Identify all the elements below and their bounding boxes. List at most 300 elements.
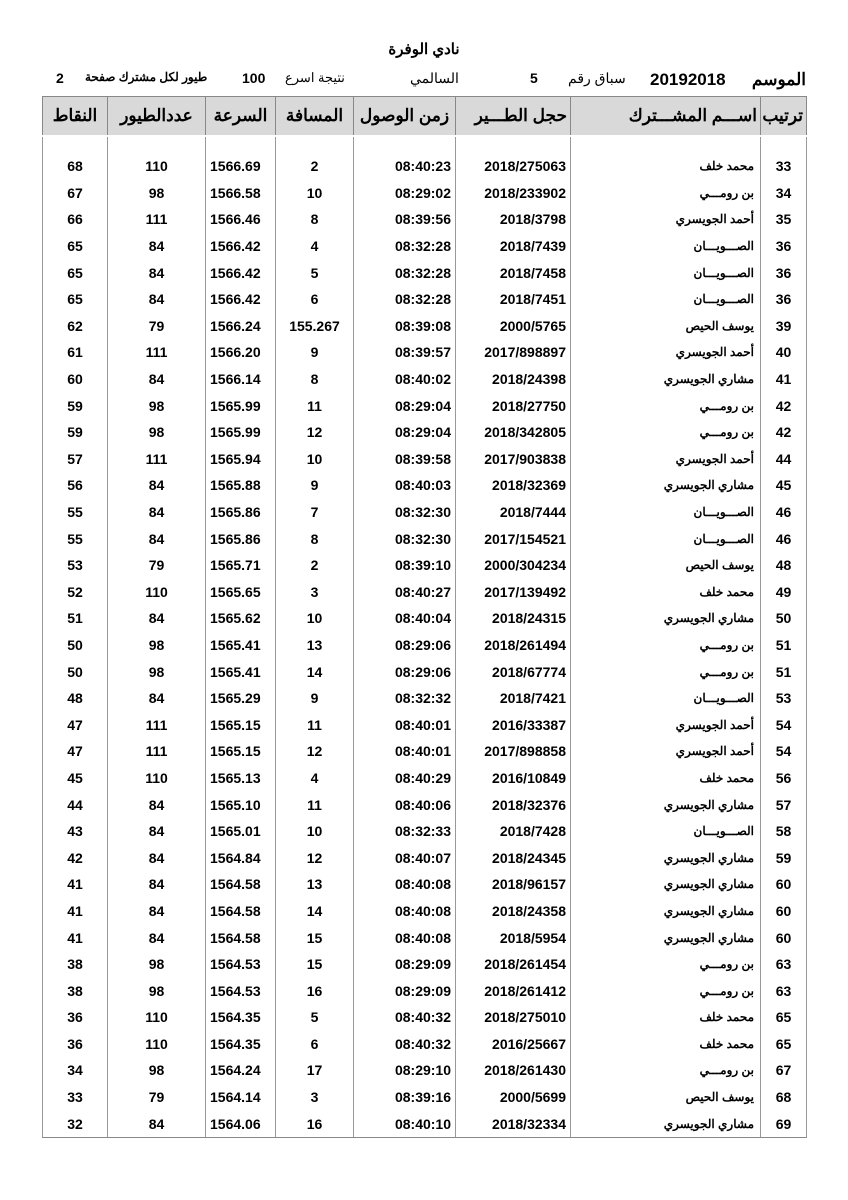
cell-distance: 2 xyxy=(276,552,354,579)
cell-name: يوسف الحيص xyxy=(571,552,761,579)
table-row xyxy=(43,1057,807,1084)
table-row xyxy=(43,685,807,712)
cell-points: 48 xyxy=(43,685,108,712)
cell-points: 33 xyxy=(43,1084,108,1111)
cell-name: يوسف الحيص xyxy=(571,1084,761,1111)
page-number: 2 xyxy=(56,70,64,86)
cell-distance: 11 xyxy=(276,711,354,738)
cell-distance: 4 xyxy=(276,765,354,792)
cell-ring: 2018/5954 xyxy=(456,924,571,951)
cell-ring: 2017/139492 xyxy=(456,579,571,606)
cell-ring: 2000/5699 xyxy=(456,1084,571,1111)
cell-distance: 3 xyxy=(276,1084,354,1111)
header-row xyxy=(43,97,807,137)
cell-time: 08:32:32 xyxy=(354,685,456,712)
table-row xyxy=(43,738,807,765)
cell-speed: 1565.94 xyxy=(206,446,276,473)
cell-rank: 68 xyxy=(761,1084,807,1111)
cell-name: أحمد الجويسري xyxy=(571,339,761,366)
cell-speed: 1566.14 xyxy=(206,366,276,393)
table-row xyxy=(43,871,807,898)
cell-time: 08:40:04 xyxy=(354,605,456,632)
cell-speed: 1566.42 xyxy=(206,286,276,313)
cell-ring: 2018/261430 xyxy=(456,1057,571,1084)
cell-distance: 12 xyxy=(276,419,354,446)
cell-points: 42 xyxy=(43,844,108,871)
cell-speed: 1565.15 xyxy=(206,711,276,738)
cell-rank: 39 xyxy=(761,313,807,340)
cell-rank: 54 xyxy=(761,711,807,738)
cell-ring: 2017/898897 xyxy=(456,339,571,366)
cell-ring: 2017/898858 xyxy=(456,738,571,765)
table-row xyxy=(43,313,807,340)
cell-rank: 69 xyxy=(761,1110,807,1137)
cell-ring: 2018/3798 xyxy=(456,206,571,233)
cell-time: 08:32:28 xyxy=(354,286,456,313)
cell-birds: 84 xyxy=(108,286,206,313)
cell-ring: 2018/261412 xyxy=(456,977,571,1004)
cell-rank: 49 xyxy=(761,579,807,606)
cell-points: 62 xyxy=(43,313,108,340)
table-row xyxy=(43,259,807,286)
cell-distance: 8 xyxy=(276,525,354,552)
cell-distance: 6 xyxy=(276,1031,354,1058)
cell-points: 55 xyxy=(43,499,108,526)
cell-ring: 2018/233902 xyxy=(456,180,571,207)
table-row xyxy=(43,180,807,207)
table-row xyxy=(43,1084,807,1111)
cell-distance: 9 xyxy=(276,339,354,366)
cell-birds: 111 xyxy=(108,738,206,765)
cell-distance: 10 xyxy=(276,818,354,845)
cell-birds: 84 xyxy=(108,1110,206,1137)
cell-speed: 1565.41 xyxy=(206,632,276,659)
cell-ring: 2000/304234 xyxy=(456,552,571,579)
cell-rank: 58 xyxy=(761,818,807,845)
cell-ring: 2018/7428 xyxy=(456,818,571,845)
cell-speed: 1565.99 xyxy=(206,392,276,419)
cell-name: بن رومـــي xyxy=(571,419,761,446)
col-ring: حجل الطـــير xyxy=(456,97,571,137)
cell-birds: 110 xyxy=(108,1004,206,1031)
cell-speed: 1565.65 xyxy=(206,579,276,606)
cell-birds: 110 xyxy=(108,579,206,606)
cell-ring: 2017/903838 xyxy=(456,446,571,473)
cell-rank: 57 xyxy=(761,791,807,818)
cell-speed: 1564.53 xyxy=(206,951,276,978)
cell-distance: 12 xyxy=(276,844,354,871)
cell-name: مشاري الجويسري xyxy=(571,898,761,925)
cell-time: 08:40:03 xyxy=(354,472,456,499)
cell-distance: 13 xyxy=(276,632,354,659)
cell-birds: 111 xyxy=(108,446,206,473)
birds-label: طيور لكل مشترك صفحة xyxy=(85,70,208,84)
cell-time: 08:40:29 xyxy=(354,765,456,792)
table-row xyxy=(43,765,807,792)
cell-birds: 84 xyxy=(108,871,206,898)
cell-speed: 1565.71 xyxy=(206,552,276,579)
cell-name: محمد خلف xyxy=(571,153,761,180)
cell-distance: 6 xyxy=(276,286,354,313)
cell-distance: 2 xyxy=(276,153,354,180)
cell-birds: 98 xyxy=(108,658,206,685)
cell-distance: 5 xyxy=(276,259,354,286)
cell-speed: 1565.13 xyxy=(206,765,276,792)
table-row xyxy=(43,898,807,925)
cell-ring: 2018/27750 xyxy=(456,392,571,419)
cell-rank: 59 xyxy=(761,844,807,871)
cell-time: 08:40:01 xyxy=(354,711,456,738)
cell-birds: 84 xyxy=(108,818,206,845)
cell-ring: 2018/261454 xyxy=(456,951,571,978)
cell-name: مشاري الجويسري xyxy=(571,1110,761,1137)
cell-speed: 1566.20 xyxy=(206,339,276,366)
cell-ring: 2018/7451 xyxy=(456,286,571,313)
cell-name: الصـــويـــان xyxy=(571,259,761,286)
cell-time: 08:32:33 xyxy=(354,818,456,845)
col-birds: عددالطيور xyxy=(108,97,206,137)
table-row xyxy=(43,233,807,260)
cell-birds: 110 xyxy=(108,765,206,792)
cell-ring: 2018/32376 xyxy=(456,791,571,818)
cell-name: بن رومـــي xyxy=(571,951,761,978)
cell-time: 08:40:02 xyxy=(354,366,456,393)
cell-birds: 111 xyxy=(108,206,206,233)
cell-name: أحمد الجويسري xyxy=(571,446,761,473)
table-row xyxy=(43,525,807,552)
cell-time: 08:40:06 xyxy=(354,791,456,818)
cell-distance: 17 xyxy=(276,1057,354,1084)
table-row xyxy=(43,924,807,951)
cell-points: 45 xyxy=(43,765,108,792)
cell-rank: 42 xyxy=(761,392,807,419)
cell-time: 08:32:28 xyxy=(354,233,456,260)
cell-name: محمد خلف xyxy=(571,1004,761,1031)
cell-ring: 2016/10849 xyxy=(456,765,571,792)
cell-rank: 67 xyxy=(761,1057,807,1084)
result-label: نتيجة اسرع xyxy=(285,70,345,85)
cell-rank: 45 xyxy=(761,472,807,499)
cell-points: 66 xyxy=(43,206,108,233)
cell-speed: 1565.29 xyxy=(206,685,276,712)
cell-distance: 10 xyxy=(276,180,354,207)
cell-time: 08:29:04 xyxy=(354,419,456,446)
cell-ring: 2016/25667 xyxy=(456,1031,571,1058)
col-rank: ترتيب xyxy=(761,97,807,137)
cell-rank: 44 xyxy=(761,446,807,473)
cell-ring: 2018/32369 xyxy=(456,472,571,499)
col-speed: السرعة xyxy=(206,97,276,137)
col-time: زمن الوصول xyxy=(354,97,456,137)
season-label: الموسم xyxy=(751,70,806,89)
cell-birds: 84 xyxy=(108,605,206,632)
cell-rank: 65 xyxy=(761,1004,807,1031)
cell-name: مشاري الجويسري xyxy=(571,366,761,393)
table-row xyxy=(43,844,807,871)
cell-speed: 1565.86 xyxy=(206,525,276,552)
cell-points: 36 xyxy=(43,1004,108,1031)
cell-name: الصـــويـــان xyxy=(571,233,761,260)
cell-speed: 1566.58 xyxy=(206,180,276,207)
cell-speed: 1564.35 xyxy=(206,1004,276,1031)
cell-ring: 2018/7439 xyxy=(456,233,571,260)
cell-distance: 16 xyxy=(276,977,354,1004)
results-table xyxy=(42,96,807,1138)
table-row xyxy=(43,552,807,579)
cell-time: 08:39:08 xyxy=(354,313,456,340)
cell-time: 08:40:08 xyxy=(354,898,456,925)
cell-ring: 2018/7444 xyxy=(456,499,571,526)
cell-ring: 2018/342805 xyxy=(456,419,571,446)
table-row xyxy=(43,658,807,685)
cell-speed: 1565.15 xyxy=(206,738,276,765)
cell-birds: 84 xyxy=(108,233,206,260)
cell-speed: 1564.06 xyxy=(206,1110,276,1137)
cell-rank: 63 xyxy=(761,977,807,1004)
cell-name: بن رومـــي xyxy=(571,658,761,685)
cell-points: 38 xyxy=(43,951,108,978)
cell-time: 08:40:08 xyxy=(354,924,456,951)
table-row xyxy=(43,1004,807,1031)
cell-distance: 12 xyxy=(276,738,354,765)
cell-time: 08:39:57 xyxy=(354,339,456,366)
cell-birds: 98 xyxy=(108,180,206,207)
cell-rank: 41 xyxy=(761,366,807,393)
cell-name: مشاري الجويسري xyxy=(571,605,761,632)
cell-name: يوسف الحيص xyxy=(571,313,761,340)
cell-speed: 1565.62 xyxy=(206,605,276,632)
race-number: 5 xyxy=(530,70,538,86)
cell-ring: 2018/24358 xyxy=(456,898,571,925)
cell-rank: 40 xyxy=(761,339,807,366)
cell-birds: 84 xyxy=(108,791,206,818)
cell-name: أحمد الجويسري xyxy=(571,206,761,233)
cell-time: 08:32:30 xyxy=(354,525,456,552)
cell-points: 65 xyxy=(43,233,108,260)
table-row xyxy=(43,366,807,393)
cell-speed: 1565.88 xyxy=(206,472,276,499)
cell-rank: 63 xyxy=(761,951,807,978)
cell-points: 47 xyxy=(43,738,108,765)
cell-name: بن رومـــي xyxy=(571,392,761,419)
table-row xyxy=(43,977,807,1004)
cell-speed: 1564.53 xyxy=(206,977,276,1004)
cell-birds: 98 xyxy=(108,977,206,1004)
cell-name: بن رومـــي xyxy=(571,977,761,1004)
cell-points: 51 xyxy=(43,605,108,632)
cell-birds: 84 xyxy=(108,924,206,951)
cell-speed: 1565.41 xyxy=(206,658,276,685)
cell-distance: 155.267 xyxy=(276,313,354,340)
cell-time: 08:40:08 xyxy=(354,871,456,898)
cell-time: 08:40:07 xyxy=(354,844,456,871)
cell-ring: 2018/261494 xyxy=(456,632,571,659)
cell-time: 08:29:09 xyxy=(354,977,456,1004)
table-row xyxy=(43,951,807,978)
cell-birds: 98 xyxy=(108,392,206,419)
cell-birds: 84 xyxy=(108,259,206,286)
cell-speed: 1566.42 xyxy=(206,259,276,286)
cell-distance: 7 xyxy=(276,499,354,526)
cell-birds: 79 xyxy=(108,1084,206,1111)
cell-ring: 2018/24345 xyxy=(456,844,571,871)
cell-birds: 110 xyxy=(108,1031,206,1058)
cell-distance: 11 xyxy=(276,392,354,419)
cell-name: بن رومـــي xyxy=(571,1057,761,1084)
cell-ring: 2016/33387 xyxy=(456,711,571,738)
cell-distance: 15 xyxy=(276,951,354,978)
cell-rank: 60 xyxy=(761,898,807,925)
cell-name: مشاري الجويسري xyxy=(571,924,761,951)
table-row xyxy=(43,153,807,180)
cell-points: 34 xyxy=(43,1057,108,1084)
table-row xyxy=(43,1110,807,1137)
cell-time: 08:29:10 xyxy=(354,1057,456,1084)
cell-name: أحمد الجويسري xyxy=(571,711,761,738)
cell-name: مشاري الجويسري xyxy=(571,791,761,818)
cell-ring: 2018/24398 xyxy=(456,366,571,393)
cell-speed: 1566.46 xyxy=(206,206,276,233)
cell-name: مشاري الجويسري xyxy=(571,844,761,871)
cell-time: 08:40:10 xyxy=(354,1110,456,1137)
cell-rank: 54 xyxy=(761,738,807,765)
table-row xyxy=(43,339,807,366)
cell-birds: 79 xyxy=(108,552,206,579)
cell-name: أحمد الجويسري xyxy=(571,738,761,765)
club-title: نادي الوفرة xyxy=(388,41,460,58)
cell-points: 43 xyxy=(43,818,108,845)
table-row xyxy=(43,632,807,659)
cell-points: 41 xyxy=(43,924,108,951)
cell-speed: 1564.58 xyxy=(206,871,276,898)
cell-rank: 48 xyxy=(761,552,807,579)
cell-distance: 14 xyxy=(276,658,354,685)
cell-points: 60 xyxy=(43,366,108,393)
col-points: النقاط xyxy=(43,97,108,137)
cell-speed: 1566.24 xyxy=(206,313,276,340)
cell-speed: 1565.86 xyxy=(206,499,276,526)
cell-rank: 51 xyxy=(761,632,807,659)
cell-speed: 1566.42 xyxy=(206,233,276,260)
cell-speed: 1564.14 xyxy=(206,1084,276,1111)
table-row xyxy=(43,579,807,606)
cell-points: 53 xyxy=(43,552,108,579)
cell-rank: 51 xyxy=(761,658,807,685)
cell-rank: 33 xyxy=(761,153,807,180)
cell-distance: 16 xyxy=(276,1110,354,1137)
table-row xyxy=(43,499,807,526)
cell-time: 08:29:02 xyxy=(354,180,456,207)
cell-time: 08:40:32 xyxy=(354,1004,456,1031)
table-row xyxy=(43,1031,807,1058)
cell-name: بن رومـــي xyxy=(571,632,761,659)
cell-name: مشاري الجويسري xyxy=(571,871,761,898)
cell-time: 08:29:06 xyxy=(354,658,456,685)
cell-points: 41 xyxy=(43,898,108,925)
cell-ring: 2018/96157 xyxy=(456,871,571,898)
cell-distance: 11 xyxy=(276,791,354,818)
cell-points: 65 xyxy=(43,259,108,286)
cell-time: 08:40:32 xyxy=(354,1031,456,1058)
table-row xyxy=(43,206,807,233)
cell-rank: 53 xyxy=(761,685,807,712)
cell-distance: 9 xyxy=(276,472,354,499)
cell-time: 08:40:23 xyxy=(354,153,456,180)
cell-time: 08:39:10 xyxy=(354,552,456,579)
cell-ring: 2018/24315 xyxy=(456,605,571,632)
race-label: سباق رقم xyxy=(568,70,626,86)
cell-birds: 98 xyxy=(108,419,206,446)
cell-rank: 56 xyxy=(761,765,807,792)
table-row xyxy=(43,419,807,446)
cell-name: محمد خلف xyxy=(571,1031,761,1058)
cell-rank: 65 xyxy=(761,1031,807,1058)
cell-points: 56 xyxy=(43,472,108,499)
cell-speed: 1565.99 xyxy=(206,419,276,446)
cell-rank: 46 xyxy=(761,525,807,552)
cell-distance: 9 xyxy=(276,685,354,712)
cell-birds: 111 xyxy=(108,339,206,366)
cell-birds: 79 xyxy=(108,313,206,340)
cell-ring: 2018/7458 xyxy=(456,259,571,286)
cell-distance: 13 xyxy=(276,871,354,898)
cell-time: 08:39:16 xyxy=(354,1084,456,1111)
table-row xyxy=(43,286,807,313)
cell-rank: 36 xyxy=(761,259,807,286)
cell-rank: 42 xyxy=(761,419,807,446)
cell-birds: 110 xyxy=(108,153,206,180)
cell-birds: 84 xyxy=(108,685,206,712)
cell-speed: 1564.35 xyxy=(206,1031,276,1058)
cell-distance: 10 xyxy=(276,605,354,632)
cell-birds: 84 xyxy=(108,472,206,499)
cell-points: 67 xyxy=(43,180,108,207)
cell-speed: 1565.01 xyxy=(206,818,276,845)
col-distance: المسافة xyxy=(276,97,354,137)
cell-points: 52 xyxy=(43,579,108,606)
cell-points: 55 xyxy=(43,525,108,552)
cell-distance: 10 xyxy=(276,446,354,473)
cell-points: 59 xyxy=(43,419,108,446)
cell-points: 36 xyxy=(43,1031,108,1058)
cell-points: 41 xyxy=(43,871,108,898)
cell-speed: 1564.24 xyxy=(206,1057,276,1084)
table-row xyxy=(43,605,807,632)
cell-time: 08:29:06 xyxy=(354,632,456,659)
cell-points: 65 xyxy=(43,286,108,313)
cell-rank: 60 xyxy=(761,871,807,898)
cell-ring: 2018/275063 xyxy=(456,153,571,180)
cell-points: 47 xyxy=(43,711,108,738)
cell-rank: 34 xyxy=(761,180,807,207)
table-row xyxy=(43,392,807,419)
cell-birds: 84 xyxy=(108,844,206,871)
cell-birds: 84 xyxy=(108,525,206,552)
cell-name: محمد خلف xyxy=(571,765,761,792)
cell-ring: 2017/154521 xyxy=(456,525,571,552)
cell-birds: 84 xyxy=(108,366,206,393)
location: السالمي xyxy=(410,70,459,86)
cell-points: 50 xyxy=(43,658,108,685)
cell-distance: 8 xyxy=(276,366,354,393)
cell-ring: 2000/5765 xyxy=(456,313,571,340)
cell-name: محمد خلف xyxy=(571,579,761,606)
cell-distance: 15 xyxy=(276,924,354,951)
cell-time: 08:39:56 xyxy=(354,206,456,233)
cell-distance: 3 xyxy=(276,579,354,606)
cell-points: 38 xyxy=(43,977,108,1004)
cell-birds: 98 xyxy=(108,1057,206,1084)
